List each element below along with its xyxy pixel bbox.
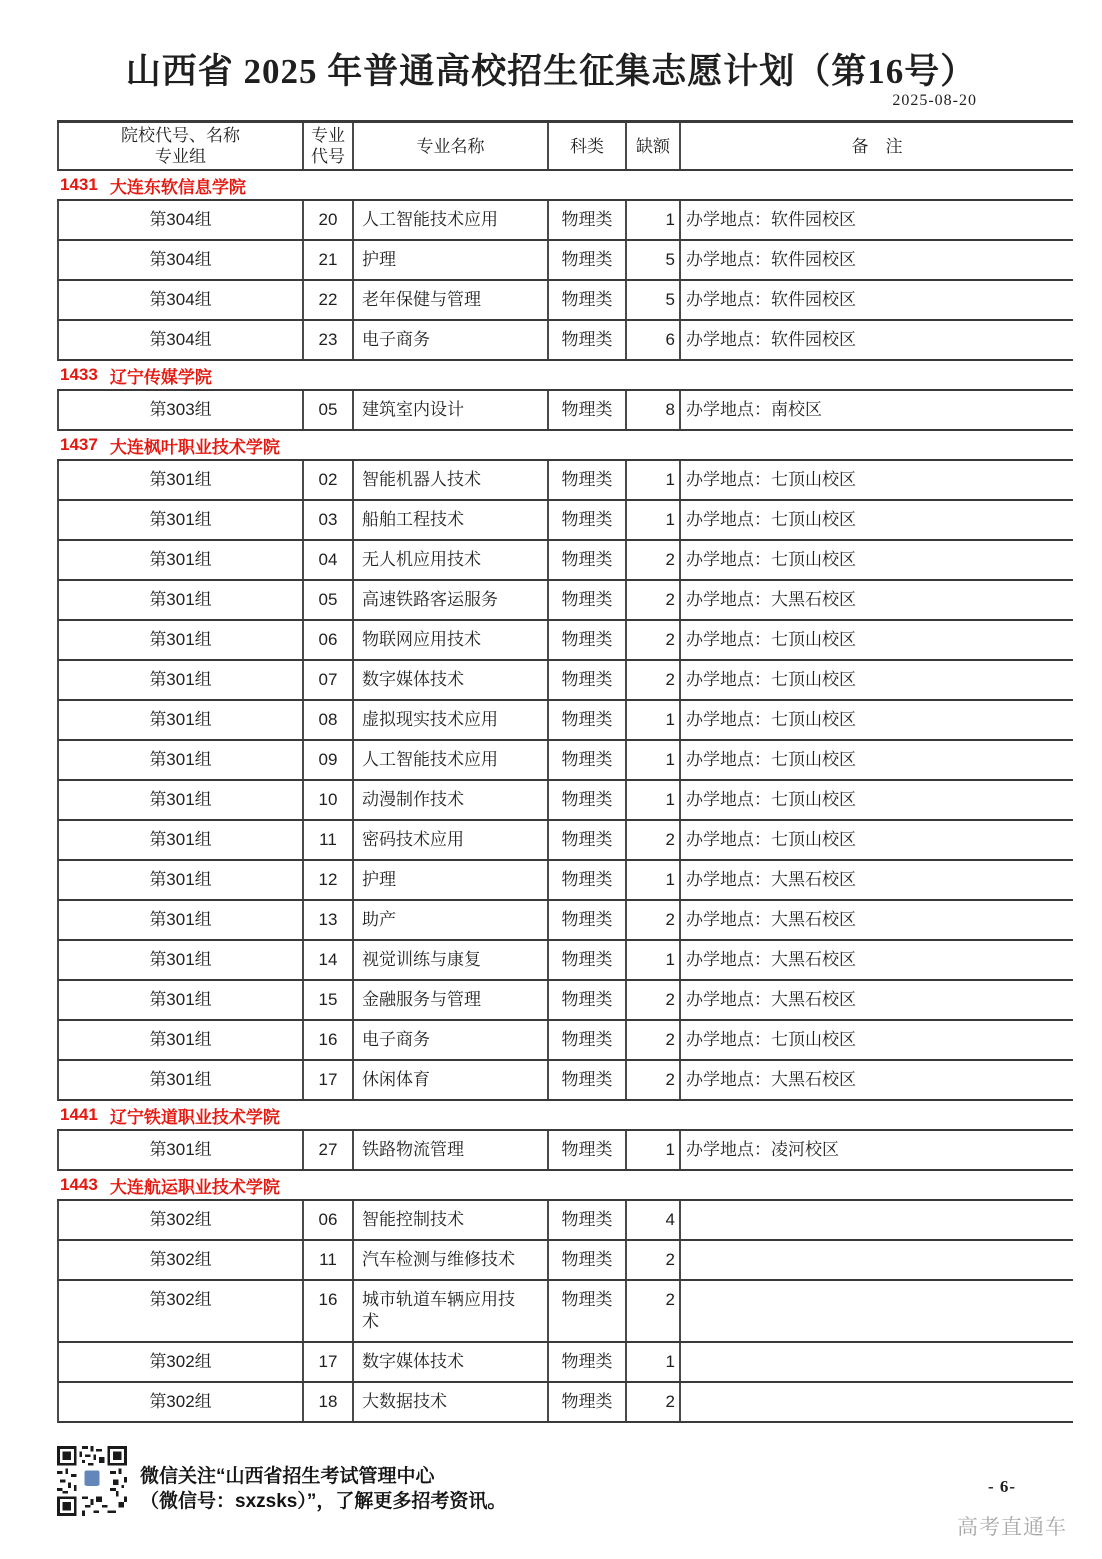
cell-group: 第304组 — [149, 210, 212, 229]
cell-subject: 物理类 — [547, 701, 625, 739]
cell-subject: 物理类 — [547, 621, 625, 659]
cell-major-code: 16 — [302, 1281, 352, 1341]
watermark: 高考直通车 — [957, 1516, 1067, 1539]
cell-group: 第301组 — [149, 790, 212, 809]
cell-subject: 物理类 — [547, 861, 625, 899]
cell-subject: 物理类 — [547, 581, 625, 619]
cell-major-code: 02 — [302, 461, 352, 499]
cell-group: 第301组 — [149, 510, 212, 529]
cell-vacancy: 8 — [625, 391, 679, 429]
table-row — [57, 981, 1073, 1021]
cell-major-name: 物联网应用技术 — [352, 621, 547, 659]
cell-group: 第302组 — [149, 1250, 212, 1269]
cell-vacancy: 1 — [625, 861, 679, 899]
cell-group: 第301组 — [149, 830, 212, 849]
cell-vacancy: 2 — [625, 1241, 679, 1279]
cell-subject: 物理类 — [547, 1241, 625, 1279]
cell-note — [679, 1383, 1073, 1421]
cell-note: 办学地点：大黑石校区 — [679, 901, 1073, 939]
cell-major-name: 数字媒体技术 — [352, 661, 547, 699]
cell-major-code: 05 — [302, 391, 352, 429]
cell-group: 第302组 — [149, 1210, 212, 1229]
cell-subject: 物理类 — [547, 1281, 625, 1341]
table-row — [57, 1383, 1073, 1423]
cell-note: 办学地点：七顶山校区 — [679, 741, 1073, 779]
cell-note: 办学地点：七顶山校区 — [679, 621, 1073, 659]
cell-group: 第301组 — [149, 870, 212, 889]
cell-vacancy: 1 — [625, 501, 679, 539]
table-row — [57, 391, 1073, 431]
cell-note: 办学地点：七顶山校区 — [679, 661, 1073, 699]
cell-vacancy: 2 — [625, 1021, 679, 1059]
cell-major-name: 密码技术应用 — [352, 821, 547, 859]
college-code: 1443 — [60, 1175, 98, 1194]
cell-note: 办学地点：大黑石校区 — [679, 1061, 1073, 1099]
cell-vacancy: 5 — [625, 281, 679, 319]
table-row — [57, 501, 1073, 541]
college-section-row — [57, 1171, 1073, 1201]
cell-major-name: 建筑室内设计 — [352, 391, 547, 429]
cell-note — [679, 1281, 1073, 1341]
cell-group: 第301组 — [149, 710, 212, 729]
document-date: 2025-08-20 — [892, 92, 977, 109]
cell-major-code: 07 — [302, 661, 352, 699]
cell-vacancy: 1 — [625, 701, 679, 739]
table-row — [57, 781, 1073, 821]
admissions-table — [57, 120, 1073, 1423]
table-row — [57, 541, 1073, 581]
table-row — [57, 241, 1073, 281]
college-code: 1431 — [60, 175, 98, 194]
cell-major-code: 27 — [302, 1131, 352, 1169]
cell-note: 办学地点：软件园校区 — [679, 201, 1073, 239]
cell-subject: 物理类 — [547, 1343, 625, 1381]
cell-major-code: 11 — [302, 821, 352, 859]
table-row — [57, 621, 1073, 661]
cell-major-name: 无人机应用技术 — [352, 541, 547, 579]
table-row — [57, 941, 1073, 981]
cell-major-name: 城市轨道车辆应用技术 — [352, 1281, 547, 1341]
cell-major-code: 04 — [302, 541, 352, 579]
cell-major-name: 动漫制作技术 — [352, 781, 547, 819]
cell-subject: 物理类 — [547, 1021, 625, 1059]
cell-subject: 物理类 — [547, 321, 625, 359]
header-college-line2: 专业组 — [155, 147, 206, 166]
cell-major-name: 大数据技术 — [352, 1383, 547, 1421]
cell-major-code: 06 — [302, 1201, 352, 1239]
cell-major-code: 05 — [302, 581, 352, 619]
cell-note — [679, 1201, 1073, 1239]
header-major-code — [302, 123, 352, 169]
cell-group: 第301组 — [149, 630, 212, 649]
table-body — [57, 171, 1073, 1423]
cell-note: 办学地点：七顶山校区 — [679, 501, 1073, 539]
header-major-code-line2: 代号 — [311, 147, 345, 166]
cell-major-name: 汽车检测与维修技术 — [352, 1241, 547, 1279]
cell-major-name: 视觉训练与康复 — [352, 941, 547, 979]
cell-major-name: 金融服务与管理 — [352, 981, 547, 1019]
cell-subject: 物理类 — [547, 661, 625, 699]
footer-note-line2: （微信号：sxzsks）”，了解更多招考资讯。 — [140, 1491, 507, 1512]
cell-vacancy: 1 — [625, 461, 679, 499]
table-row — [57, 1201, 1073, 1241]
cell-major-code: 03 — [302, 501, 352, 539]
college-section-row — [57, 361, 1073, 391]
wechat-id: sxzsks — [235, 1491, 298, 1512]
college-code: 1433 — [60, 365, 98, 384]
cell-major-code: 16 — [302, 1021, 352, 1059]
header-college-group — [59, 123, 302, 169]
table-row — [57, 821, 1073, 861]
cell-group: 第303组 — [149, 400, 212, 419]
cell-subject: 物理类 — [547, 1383, 625, 1421]
cell-vacancy: 6 — [625, 321, 679, 359]
cell-major-code: 13 — [302, 901, 352, 939]
cell-subject: 物理类 — [547, 281, 625, 319]
table-row — [57, 1131, 1073, 1171]
college-name: 辽宁传媒学院 — [109, 367, 212, 387]
cell-note — [679, 1241, 1073, 1279]
cell-group: 第304组 — [149, 330, 212, 349]
table-row — [57, 901, 1073, 941]
cell-vacancy: 2 — [625, 1281, 679, 1341]
cell-vacancy: 1 — [625, 781, 679, 819]
cell-major-name: 休闲体育 — [352, 1061, 547, 1099]
cell-major-code: 10 — [302, 781, 352, 819]
cell-vacancy: 2 — [625, 581, 679, 619]
cell-major-name: 虚拟现实技术应用 — [352, 701, 547, 739]
cell-group: 第301组 — [149, 750, 212, 769]
cell-subject: 物理类 — [547, 541, 625, 579]
cell-group: 第301组 — [149, 950, 212, 969]
cell-subject: 物理类 — [547, 461, 625, 499]
cell-note: 办学地点：软件园校区 — [679, 321, 1073, 359]
cell-group: 第301组 — [149, 1140, 212, 1159]
cell-group: 第301组 — [149, 910, 212, 929]
cell-vacancy: 2 — [625, 901, 679, 939]
cell-subject: 物理类 — [547, 981, 625, 1019]
cell-note: 办学地点：七顶山校区 — [679, 781, 1073, 819]
cell-group: 第301组 — [149, 550, 212, 569]
college-name: 大连东软信息学院 — [109, 177, 246, 197]
cell-major-name: 铁路物流管理 — [352, 1131, 547, 1169]
cell-subject: 物理类 — [547, 741, 625, 779]
cell-note: 办学地点：七顶山校区 — [679, 821, 1073, 859]
table-row — [57, 1061, 1073, 1101]
cell-major-name: 电子商务 — [352, 321, 547, 359]
header-vacancy: 缺额 — [625, 123, 679, 169]
cell-group: 第304组 — [149, 290, 212, 309]
footer-note-line1: 微信关注“山西省招生考试管理中心 — [140, 1466, 435, 1487]
cell-subject: 物理类 — [547, 781, 625, 819]
cell-vacancy: 1 — [625, 1131, 679, 1169]
page-title: 山西省 2025 年普通高校招生征集志愿计划（第16号） — [125, 52, 977, 91]
cell-vacancy: 1 — [625, 741, 679, 779]
college-name: 大连航运职业技术学院 — [109, 1177, 280, 1197]
cell-major-code: 15 — [302, 981, 352, 1019]
cell-major-code: 08 — [302, 701, 352, 739]
cell-major-code: 22 — [302, 281, 352, 319]
cell-group: 第302组 — [149, 1392, 212, 1411]
college-section-row — [57, 431, 1073, 461]
cell-major-code: 17 — [302, 1343, 352, 1381]
table-row — [57, 861, 1073, 901]
cell-note: 办学地点：大黑石校区 — [679, 981, 1073, 1019]
table-row — [57, 701, 1073, 741]
cell-vacancy: 2 — [625, 821, 679, 859]
table-row — [57, 1241, 1073, 1281]
college-code: 1441 — [60, 1105, 98, 1124]
table-row — [57, 581, 1073, 621]
college-section-row — [57, 171, 1073, 201]
cell-major-code: 12 — [302, 861, 352, 899]
cell-major-name: 老年保健与管理 — [352, 281, 547, 319]
cell-major-code: 14 — [302, 941, 352, 979]
cell-note: 办学地点：七顶山校区 — [679, 541, 1073, 579]
cell-note: 办学地点：大黑石校区 — [679, 941, 1073, 979]
cell-subject: 物理类 — [547, 501, 625, 539]
table-row — [57, 281, 1073, 321]
cell-vacancy: 2 — [625, 621, 679, 659]
cell-major-name: 智能机器人技术 — [352, 461, 547, 499]
header-note: 备 注 — [679, 123, 1073, 169]
header-major-code-line1: 专业 — [311, 126, 345, 145]
cell-major-code: 17 — [302, 1061, 352, 1099]
table-row — [57, 741, 1073, 781]
cell-vacancy: 4 — [625, 1201, 679, 1239]
table-row — [57, 1021, 1073, 1061]
cell-subject: 物理类 — [547, 821, 625, 859]
cell-major-name: 助产 — [352, 901, 547, 939]
cell-subject: 物理类 — [547, 391, 625, 429]
cell-group: 第301组 — [149, 590, 212, 609]
header-major-name: 专业名称 — [352, 123, 547, 169]
cell-group: 第301组 — [149, 990, 212, 1009]
cell-subject: 物理类 — [547, 941, 625, 979]
cell-note: 办学地点：南校区 — [679, 391, 1073, 429]
cell-group: 第302组 — [149, 1352, 212, 1371]
table-header-row — [57, 123, 1073, 171]
cell-group: 第302组 — [149, 1290, 212, 1309]
cell-note: 办学地点：大黑石校区 — [679, 581, 1073, 619]
cell-note: 办学地点：大黑石校区 — [679, 861, 1073, 899]
cell-vacancy: 2 — [625, 661, 679, 699]
college-name: 大连枫叶职业技术学院 — [109, 437, 280, 457]
cell-vacancy: 2 — [625, 541, 679, 579]
cell-note: 办学地点：凌河校区 — [679, 1131, 1073, 1169]
cell-note: 办学地点：七顶山校区 — [679, 1021, 1073, 1059]
header-college-line1: 院校代号、名称 — [121, 126, 240, 145]
college-name: 辽宁铁道职业技术学院 — [109, 1107, 280, 1127]
page-number: - 6- — [988, 1477, 1017, 1496]
college-section-row — [57, 1101, 1073, 1131]
table-row — [57, 1343, 1073, 1383]
cell-note: 办学地点：软件园校区 — [679, 241, 1073, 279]
cell-group: 第301组 — [149, 470, 212, 489]
table-row — [57, 461, 1073, 501]
cell-major-code: 09 — [302, 741, 352, 779]
cell-major-code: 23 — [302, 321, 352, 359]
cell-major-name: 人工智能技术应用 — [352, 741, 547, 779]
cell-major-code: 11 — [302, 1241, 352, 1279]
cell-major-code: 06 — [302, 621, 352, 659]
cell-major-code: 18 — [302, 1383, 352, 1421]
cell-major-name: 护理 — [352, 861, 547, 899]
cell-major-name: 船舶工程技术 — [352, 501, 547, 539]
cell-subject: 物理类 — [547, 1061, 625, 1099]
footer-note — [140, 1464, 506, 1514]
cell-group: 第304组 — [149, 250, 212, 269]
cell-subject: 物理类 — [547, 241, 625, 279]
cell-note: 办学地点：七顶山校区 — [679, 461, 1073, 499]
cell-major-code: 21 — [302, 241, 352, 279]
college-code: 1437 — [60, 435, 98, 454]
cell-vacancy: 1 — [625, 1343, 679, 1381]
cell-group: 第301组 — [149, 1070, 212, 1089]
table-row — [57, 321, 1073, 361]
cell-major-name: 电子商务 — [352, 1021, 547, 1059]
cell-major-name: 高速铁路客运服务 — [352, 581, 547, 619]
qr-center-logo-icon — [84, 1470, 101, 1487]
header-subject: 科类 — [547, 123, 625, 169]
cell-vacancy: 1 — [625, 941, 679, 979]
cell-vacancy: 2 — [625, 1061, 679, 1099]
qr-code — [57, 1444, 127, 1518]
cell-vacancy: 5 — [625, 241, 679, 279]
cell-vacancy: 2 — [625, 1383, 679, 1421]
cell-major-name: 智能控制技术 — [352, 1201, 547, 1239]
cell-major-name: 数字媒体技术 — [352, 1343, 547, 1381]
table-row — [57, 1281, 1073, 1343]
cell-vacancy: 1 — [625, 201, 679, 239]
cell-subject: 物理类 — [547, 901, 625, 939]
cell-note — [679, 1343, 1073, 1381]
cell-subject: 物理类 — [547, 1131, 625, 1169]
cell-vacancy: 2 — [625, 981, 679, 1019]
cell-group: 第301组 — [149, 670, 212, 689]
cell-subject: 物理类 — [547, 201, 625, 239]
cell-group: 第301组 — [149, 1030, 212, 1049]
cell-note: 办学地点：七顶山校区 — [679, 701, 1073, 739]
table-row — [57, 661, 1073, 701]
cell-major-name: 护理 — [352, 241, 547, 279]
table-row — [57, 201, 1073, 241]
cell-note: 办学地点：软件园校区 — [679, 281, 1073, 319]
cell-major-name: 人工智能技术应用 — [352, 201, 547, 239]
cell-major-code: 20 — [302, 201, 352, 239]
cell-subject: 物理类 — [547, 1201, 625, 1239]
